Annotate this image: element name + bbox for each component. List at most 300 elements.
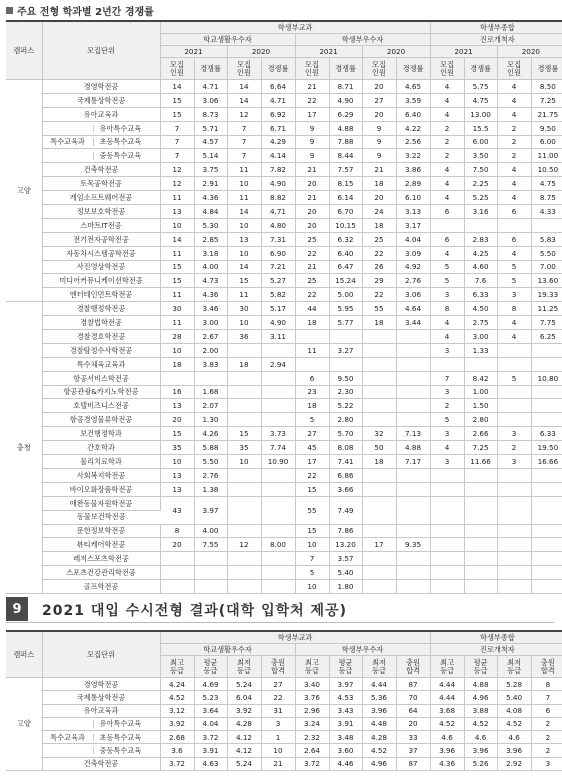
section1-title: 주요 전형 학과별 2년간 경쟁률 <box>6 3 154 18</box>
unit-name-cell: 경찰행정학전공 <box>42 302 160 316</box>
value-cell: 3.46 <box>194 302 227 316</box>
value-cell: 4.24 <box>160 678 194 691</box>
value-cell: 9 <box>295 135 329 149</box>
value-cell: 4 <box>497 80 531 94</box>
value-cell: 4.6 <box>497 731 531 744</box>
value-cell: 10 <box>227 246 261 260</box>
value-cell <box>464 357 497 371</box>
value-cell <box>497 357 531 371</box>
value-cell <box>464 566 497 580</box>
table-row <box>6 552 562 566</box>
value-cell: 2 <box>531 744 562 757</box>
value-cell: 22 <box>362 288 396 302</box>
unit-name-cell: 레저스포츠학전공 <box>42 552 160 566</box>
rate-header: 경쟁률 <box>261 58 295 80</box>
table-row <box>6 455 562 469</box>
value-cell <box>497 552 531 566</box>
campus-cell: 충청 <box>6 302 42 594</box>
grade-header: 최고 등급 <box>295 656 329 678</box>
value-cell <box>227 524 261 538</box>
campus-cell: 고양 <box>6 80 42 302</box>
value-cell: 64 <box>396 704 430 717</box>
value-cell: 15 <box>160 274 194 288</box>
value-cell: 20 <box>160 413 194 427</box>
value-cell: 4.92 <box>396 260 430 274</box>
value-cell: 2.32 <box>295 731 329 744</box>
unit-name: 초등특수교육 <box>93 138 160 145</box>
value-cell: 4.36 <box>194 191 227 205</box>
value-cell: 4 <box>497 93 531 107</box>
value-cell <box>362 524 396 538</box>
value-cell: 6.47 <box>329 260 362 274</box>
value-cell <box>396 371 430 385</box>
value-cell <box>160 566 194 580</box>
value-cell: 18 <box>295 399 329 413</box>
value-cell <box>430 524 464 538</box>
value-cell: 8.08 <box>329 441 362 455</box>
value-cell <box>531 552 562 566</box>
unit-name-cell: 엔터테인먼트학전공 <box>42 288 160 302</box>
rate-header: 경쟁률 <box>329 58 362 80</box>
value-cell <box>396 482 430 496</box>
value-cell: 87 <box>396 757 430 770</box>
value-cell: 6.10 <box>396 191 430 205</box>
value-cell: 15 <box>295 524 329 538</box>
value-cell: 9.50 <box>531 121 562 135</box>
table-row <box>6 744 562 757</box>
value-cell: 6 <box>497 232 531 246</box>
value-cell: 9.35 <box>396 538 430 552</box>
value-cell: 3.86 <box>396 163 430 177</box>
value-cell: 11 <box>295 343 329 357</box>
unit-name-cell: 골프학전공 <box>42 580 160 594</box>
value-cell <box>497 538 531 552</box>
table-row <box>6 260 562 274</box>
academic-header: 학생부교과 <box>160 21 430 34</box>
grade-header: 최고 등급 <box>430 656 464 678</box>
value-cell <box>497 343 531 357</box>
value-cell: 3.68 <box>430 704 464 717</box>
rate-header: 경쟁률 <box>464 58 497 80</box>
value-cell: 3.88 <box>464 704 497 717</box>
value-cell: 5 <box>430 274 464 288</box>
value-cell: 3.92 <box>227 704 261 717</box>
value-cell: 7 <box>160 149 194 163</box>
table-row <box>6 413 562 427</box>
value-cell: 3.72 <box>194 731 227 744</box>
unit-name-cell: 유아교육과 <box>42 704 160 717</box>
table-row <box>6 371 562 385</box>
unit-name-cell: 사회복지학전공 <box>42 468 160 482</box>
value-cell: 7.49 <box>329 496 362 524</box>
value-cell: 10 <box>227 455 261 469</box>
value-cell: 6.92 <box>261 107 295 121</box>
value-cell: 23 <box>295 385 329 399</box>
value-cell: 19.33 <box>531 288 562 302</box>
value-cell: 2 <box>497 441 531 455</box>
value-cell <box>261 468 295 482</box>
value-cell: 13.60 <box>531 274 562 288</box>
value-cell <box>227 413 261 427</box>
value-cell <box>362 357 396 371</box>
unit-name-cell: 경찰탐정수사학전공 <box>42 343 160 357</box>
unit-name-cell: 항공관광&카지노학전공 <box>42 385 160 399</box>
value-cell: 1.00 <box>464 385 497 399</box>
value-cell <box>430 218 464 232</box>
value-cell: 7.50 <box>464 163 497 177</box>
value-cell: 5.23 <box>194 691 227 704</box>
value-cell: 8.00 <box>261 538 295 552</box>
value-cell: 3.96 <box>362 704 396 717</box>
value-cell: 21 <box>295 260 329 274</box>
value-cell <box>261 566 295 580</box>
value-cell: 8.44 <box>329 149 362 163</box>
value-cell: 2.76 <box>194 468 227 482</box>
value-cell: 6.29 <box>329 107 362 121</box>
value-cell: 10 <box>227 218 261 232</box>
value-cell <box>227 371 261 385</box>
grade-header: 최저 등급 <box>362 656 396 678</box>
value-cell: 4.80 <box>261 218 295 232</box>
value-cell: 28 <box>160 330 194 344</box>
value-cell: 6.64 <box>261 80 295 94</box>
value-cell: 5.95 <box>329 302 362 316</box>
value-cell: 7 <box>430 371 464 385</box>
value-cell: 11 <box>227 288 261 302</box>
value-cell: 32 <box>362 427 396 441</box>
value-cell: 1.50 <box>464 399 497 413</box>
year-header: 2020 <box>362 46 430 58</box>
table-row <box>6 163 562 177</box>
unit-name: 초등특수교육 <box>93 734 160 741</box>
value-cell: 14 <box>160 80 194 94</box>
value-cell: 4.96 <box>464 691 497 704</box>
value-cell: 3.97 <box>194 496 227 524</box>
value-cell: 13.00 <box>464 107 497 121</box>
unit-name-cell: 정보보호학전공 <box>42 205 160 219</box>
value-cell: 5 <box>430 260 464 274</box>
table-row <box>6 343 562 357</box>
value-cell: 4 <box>430 441 464 455</box>
value-cell: 5.71 <box>194 121 227 135</box>
value-cell: 35 <box>160 441 194 455</box>
unit-name-cell: 게임소프트웨어전공 <box>42 191 160 205</box>
value-cell: 3.12 <box>160 704 194 717</box>
value-cell <box>430 538 464 552</box>
value-cell: 14 <box>227 80 261 94</box>
value-cell <box>396 566 430 580</box>
value-cell: 7 <box>227 149 261 163</box>
value-cell: 7.00 <box>531 260 562 274</box>
value-cell <box>362 468 396 482</box>
value-cell: 4.96 <box>362 757 396 770</box>
grade-header: 충원 합격 <box>396 656 430 678</box>
value-cell: 10 <box>227 177 261 191</box>
value-cell: 4.63 <box>194 757 227 770</box>
value-cell <box>396 580 430 594</box>
value-cell: 4 <box>430 191 464 205</box>
value-cell: 3.83 <box>194 357 227 371</box>
value-cell: 3.72 <box>295 757 329 770</box>
value-cell: 20 <box>362 107 396 121</box>
unit-name-cell: 경찰법학전공 <box>42 316 160 330</box>
value-cell: 8 <box>497 302 531 316</box>
value-cell: 7.75 <box>531 316 562 330</box>
value-cell <box>396 357 430 371</box>
value-cell: 5.75 <box>464 80 497 94</box>
value-cell: 7 <box>531 691 562 704</box>
value-cell: 5.28 <box>497 678 531 691</box>
value-cell: 11.00 <box>531 149 562 163</box>
value-cell: 4 <box>497 246 531 260</box>
table-row <box>6 135 562 149</box>
value-cell: 11 <box>160 246 194 260</box>
value-cell: 20 <box>295 177 329 191</box>
value-cell: 2 <box>430 121 464 135</box>
value-cell: 7.88 <box>329 135 362 149</box>
value-cell: 12 <box>227 107 261 121</box>
year-header: 2020 <box>227 46 295 58</box>
value-cell <box>261 524 295 538</box>
value-cell <box>227 496 261 524</box>
value-cell: 4.12 <box>227 731 261 744</box>
campus-cell: 고양 <box>6 678 42 771</box>
value-cell: 4.04 <box>194 717 227 730</box>
value-cell: 18 <box>295 316 329 330</box>
table-row <box>6 524 562 538</box>
section-number-badge: 9 <box>6 597 28 621</box>
value-cell: 2.66 <box>464 427 497 441</box>
value-cell: 87 <box>396 678 430 691</box>
value-cell: 3.06 <box>194 93 227 107</box>
value-cell: 11 <box>227 163 261 177</box>
value-cell: 3.96 <box>464 744 497 757</box>
value-cell: 4 <box>497 177 531 191</box>
value-cell: 10 <box>160 455 194 469</box>
value-cell: 9 <box>362 121 396 135</box>
table-row <box>6 121 562 135</box>
unit-name-cell: 국제통상학전공 <box>42 691 160 704</box>
value-cell: 7.41 <box>329 455 362 469</box>
value-cell: 6.40 <box>329 246 362 260</box>
value-cell: 25 <box>362 232 396 246</box>
value-cell: 8 <box>531 678 562 691</box>
value-cell: 5.22 <box>329 399 362 413</box>
value-cell: 2 <box>531 717 562 730</box>
value-cell: 5.00 <box>329 288 362 302</box>
value-cell <box>464 218 497 232</box>
unit-name-cell: 자동차시스템공학전공 <box>42 246 160 260</box>
value-cell: 4 <box>497 330 531 344</box>
value-cell <box>362 399 396 413</box>
value-cell <box>227 482 261 496</box>
value-cell: 3 <box>430 385 464 399</box>
value-cell: 6.32 <box>329 232 362 246</box>
value-cell: 3.44 <box>396 316 430 330</box>
value-cell: 2 <box>497 121 531 135</box>
value-cell: 55 <box>362 302 396 316</box>
value-cell: 3.11 <box>261 330 295 344</box>
value-cell: 3.18 <box>194 246 227 260</box>
value-cell <box>362 552 396 566</box>
quota-header: 모집 인원 <box>227 58 261 80</box>
value-cell <box>194 371 227 385</box>
value-cell: 8.75 <box>531 191 562 205</box>
unit-name-cell: 호텔비즈니스전공 <box>42 399 160 413</box>
value-cell: 3.91 <box>194 744 227 757</box>
value-cell <box>396 343 430 357</box>
value-cell: 6.25 <box>531 330 562 344</box>
value-cell <box>497 413 531 427</box>
value-cell: 4.28 <box>362 731 396 744</box>
value-cell: 15 <box>295 482 329 496</box>
value-cell: 7 <box>227 121 261 135</box>
value-cell: 21 <box>295 163 329 177</box>
table-row <box>6 399 562 413</box>
value-cell <box>261 482 295 496</box>
value-cell <box>430 357 464 371</box>
value-cell: 3.96 <box>497 744 531 757</box>
value-cell: 4 <box>430 246 464 260</box>
competition-rate-table <box>6 20 562 594</box>
value-cell <box>194 580 227 594</box>
value-cell: 2 <box>531 731 562 744</box>
value-cell: 3 <box>430 343 464 357</box>
quota-header: 모집 인원 <box>362 58 396 80</box>
table-row <box>6 330 562 344</box>
value-cell: 1 <box>261 731 295 744</box>
value-cell <box>160 580 194 594</box>
value-cell <box>531 496 562 524</box>
value-cell: 4.6 <box>464 731 497 744</box>
type-header: 학생부우수자 <box>295 644 430 656</box>
value-cell: 15 <box>160 107 194 121</box>
value-cell <box>430 552 464 566</box>
value-cell: 5.88 <box>194 441 227 455</box>
unit-name-cell: 특수체육교육과 <box>42 357 160 371</box>
quota-header: 모집 인원 <box>497 58 531 80</box>
value-cell: 4.65 <box>396 80 430 94</box>
value-cell: 17 <box>295 107 329 121</box>
value-cell: 8.73 <box>194 107 227 121</box>
value-cell: 3.48 <box>329 731 362 744</box>
value-cell: 7.21 <box>261 260 295 274</box>
value-cell <box>396 399 430 413</box>
table-row <box>6 482 562 496</box>
value-cell: 21 <box>362 163 396 177</box>
value-cell: 21 <box>295 80 329 94</box>
value-cell: 4.29 <box>261 135 295 149</box>
value-cell <box>261 496 295 524</box>
table-row <box>6 731 562 744</box>
value-cell: 13 <box>227 232 261 246</box>
value-cell: 5.50 <box>531 246 562 260</box>
table-row <box>6 441 562 455</box>
grade-header: 평균 등급 <box>329 656 362 678</box>
value-cell: 5.36 <box>362 691 396 704</box>
value-cell: 3.66 <box>329 482 362 496</box>
unit-name-cell: 동물보건학전공 <box>42 510 160 524</box>
type-header: 진로개척자 <box>430 34 562 46</box>
value-cell: 3.22 <box>396 149 430 163</box>
value-cell: 6.04 <box>227 691 261 704</box>
table-row <box>6 538 562 552</box>
value-cell: 30 <box>227 302 261 316</box>
value-cell <box>531 385 562 399</box>
unit-name-cell <box>42 717 160 730</box>
table-row <box>6 232 562 246</box>
value-cell: 2.25 <box>464 177 497 191</box>
value-cell: 2.64 <box>295 744 329 757</box>
value-cell <box>261 552 295 566</box>
value-cell: 4 <box>430 316 464 330</box>
section2-header <box>0 597 562 621</box>
value-cell: 6 <box>497 205 531 219</box>
value-cell: 20 <box>295 218 329 232</box>
value-cell: 20 <box>160 538 194 552</box>
year-header: 2021 <box>295 46 362 58</box>
table-row <box>6 246 562 260</box>
value-cell: 11 <box>160 288 194 302</box>
value-cell <box>531 413 562 427</box>
value-cell: 4.22 <box>396 121 430 135</box>
value-cell: 12 <box>160 177 194 191</box>
value-cell: 1.80 <box>329 580 362 594</box>
unit-name-cell: 건축학전공 <box>42 757 160 770</box>
header-row <box>6 631 562 644</box>
value-cell <box>261 580 295 594</box>
value-cell: 7.86 <box>329 524 362 538</box>
value-cell: 18 <box>362 316 396 330</box>
grade-header: 최저 등급 <box>227 656 261 678</box>
value-cell: 3 <box>531 757 562 770</box>
value-cell: 3 <box>497 455 531 469</box>
value-cell: 21 <box>261 757 295 770</box>
unit-header: 모집단위 <box>42 21 160 80</box>
quota-header: 모집 인원 <box>430 58 464 80</box>
value-cell <box>396 496 430 524</box>
value-cell <box>194 552 227 566</box>
value-cell: 4.46 <box>329 757 362 770</box>
table-row <box>6 93 562 107</box>
value-cell: 25 <box>295 232 329 246</box>
admission-result-table <box>6 630 562 771</box>
value-cell: 2.76 <box>396 274 430 288</box>
value-cell: 4.26 <box>194 427 227 441</box>
table-row <box>6 218 562 232</box>
value-cell: 1.38 <box>194 482 227 496</box>
value-cell <box>362 413 396 427</box>
value-cell: 3.96 <box>430 744 464 757</box>
value-cell: 5.14 <box>194 149 227 163</box>
value-cell: 16 <box>160 385 194 399</box>
value-cell: 7.55 <box>194 538 227 552</box>
value-cell: 11.25 <box>531 302 562 316</box>
value-cell: 20 <box>362 80 396 94</box>
value-cell: 4 <box>497 163 531 177</box>
value-cell: 6.70 <box>329 205 362 219</box>
value-cell: 4.53 <box>329 691 362 704</box>
value-cell: 8.50 <box>531 80 562 94</box>
value-cell: 4.90 <box>261 316 295 330</box>
grade-header: 평균 등급 <box>194 656 227 678</box>
value-cell: 6 <box>295 371 329 385</box>
value-cell: 4 <box>430 80 464 94</box>
value-cell <box>295 330 329 344</box>
value-cell: 26 <box>362 260 396 274</box>
unit-name-cell: 미디어커뮤니케이션학전공 <box>42 274 160 288</box>
unit-header: 모집단위 <box>42 631 160 678</box>
